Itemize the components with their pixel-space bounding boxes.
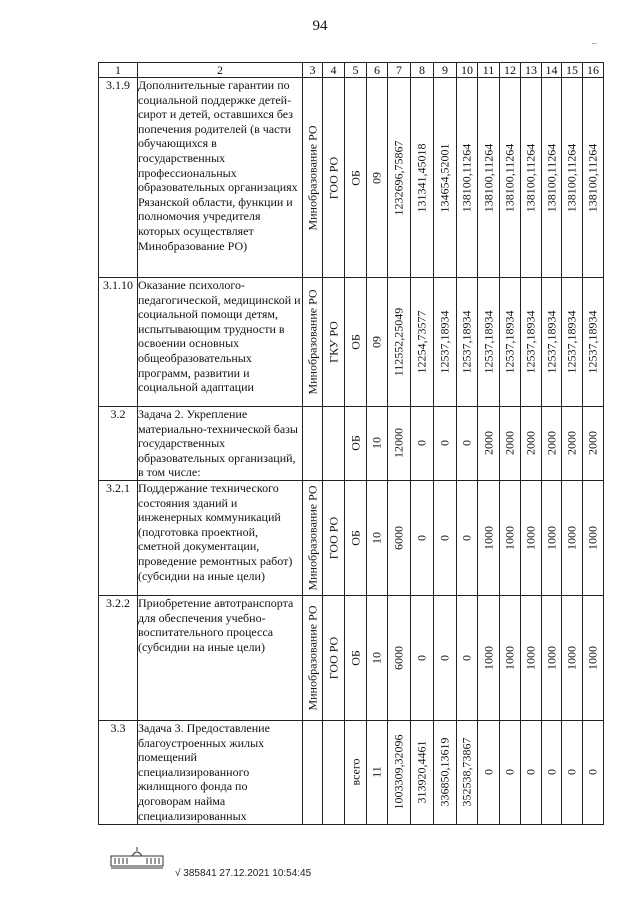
value-cell: 12537,18934 [585, 310, 600, 374]
value-cell: 0 [437, 534, 452, 541]
value-cell: 138100,11264 [502, 143, 517, 212]
value-cell: 352538,73867 [459, 737, 474, 807]
source-cell: ОБ [348, 650, 362, 666]
value-cell: 138100,11264 [544, 143, 558, 212]
value-cell: 1000 [585, 525, 600, 550]
row-number: 3.1.10 [99, 278, 138, 407]
header-row [99, 63, 604, 78]
row-number: 3.2.2 [99, 595, 138, 720]
value-cell: 12537,18934 [437, 310, 452, 374]
col-header: 13 [521, 63, 542, 78]
row-description: Поддержание технического состояния зданий и инженерных коммуникаций (подготовка проектной, сметной документации, проведение ремонтных работ) (субсидии на иные цели) [138, 480, 303, 595]
value-cell: 1000 [564, 645, 579, 670]
value-cell: 6000 [391, 525, 406, 550]
value-cell: 12254,73577 [414, 310, 429, 374]
value-cell: 1000 [523, 645, 538, 670]
value-cell: 2000 [564, 431, 579, 456]
code-cell: 10 [369, 651, 384, 664]
value-cell: 1000 [502, 525, 517, 550]
col-header: 12 [500, 63, 521, 78]
col-header: 9 [434, 63, 457, 78]
value-cell: 134654,52001 [437, 143, 452, 212]
source-cell: ОБ [348, 530, 362, 546]
value-cell: 0 [523, 769, 538, 776]
value-cell: 12537,18934 [459, 310, 474, 374]
value-cell: 1232696,75867 [391, 140, 406, 215]
value-cell: 2000 [585, 431, 600, 456]
recipient-cell: ГОО РО [326, 156, 340, 199]
value-cell: 138100,11264 [481, 143, 495, 212]
value-cell: 336850,13619 [437, 737, 452, 807]
corner-mark: – [592, 38, 597, 48]
value-cell: 12537,18934 [502, 310, 517, 374]
code-cell: 09 [369, 171, 384, 184]
value-cell: 0 [459, 534, 474, 541]
value-cell: 0 [414, 440, 429, 447]
value-cell: 12000 [391, 428, 406, 459]
col-header: 11 [478, 63, 500, 78]
page-number: 94 [312, 18, 328, 34]
row-number: 3.2.1 [99, 480, 138, 595]
value-cell: 0 [481, 769, 495, 776]
value-cell: 0 [459, 440, 474, 447]
value-cell: 1000 [481, 645, 495, 670]
value-cell: 1000 [564, 525, 579, 550]
recipient-cell: ГКУ РО [326, 321, 340, 363]
col-header: 7 [388, 63, 411, 78]
row-description: Задача 3. Предоставление благоустроенных жилых помещений специализированного жилищного фонда по договорам найма специализированных [138, 720, 303, 824]
table-row [99, 78, 604, 278]
value-cell: 138100,11264 [564, 143, 579, 212]
row-number: 3.3 [99, 720, 138, 824]
value-cell: 1000 [481, 525, 495, 550]
executor-cell: Минобразование РО [305, 289, 319, 395]
value-cell: 131341,45018 [414, 143, 429, 212]
value-cell: 0 [459, 654, 474, 661]
col-header: 3 [303, 63, 323, 78]
value-cell: 1000 [544, 525, 558, 550]
table-row [99, 720, 604, 824]
executor-cell: Минобразование РО [305, 485, 319, 591]
value-cell: 0 [585, 769, 600, 776]
value-cell: 1000 [523, 525, 538, 550]
value-cell: 12537,18934 [544, 310, 558, 374]
program-table [98, 62, 604, 825]
row-description: Оказание психолого-педагогической, медицинской и социальной помощи детям, испытывающим трудности в освоении основных общеобразовательных программ, развитии и социальной адаптации [138, 278, 303, 407]
table-row [99, 278, 604, 407]
value-cell: 112552,25049 [391, 307, 406, 377]
recipient-cell: ГОО РО [326, 516, 340, 560]
col-header: 10 [457, 63, 478, 78]
source-cell: ОБ [348, 169, 362, 186]
value-cell: 0 [437, 654, 452, 661]
value-cell: 0 [544, 769, 558, 776]
value-cell: 138100,11264 [459, 143, 474, 212]
executor-cell: Минобразование РО [305, 124, 319, 231]
checkmark-icon: √ [175, 868, 181, 879]
table-row [99, 407, 604, 481]
value-cell: 138100,11264 [523, 143, 538, 212]
value-cell: 0 [414, 534, 429, 541]
recipient-cell: ГОО РО [326, 636, 340, 680]
source-cell: ОБ [348, 334, 362, 350]
row-description: Приобретение автотранспорта для обеспечения учебно-воспитательного процесса (субсидии на иные цели) [138, 595, 303, 720]
col-header: 4 [323, 63, 345, 78]
table-row [99, 595, 604, 720]
col-header: 14 [542, 63, 562, 78]
stamp-text: 385841 27.12.2021 10:54:45 [183, 868, 312, 879]
source-cell: всего [348, 758, 362, 786]
row-description: Дополнительные гарантии по социальной поддержке детей-сирот и детей, оставшихся без попечения родителей (в части обучающихся в государственных профессиональных образовательных организациях Рязанской области, функции и полномочия учредителя которых осуществляет Минобразование РО) [138, 78, 303, 278]
table-row [99, 480, 604, 595]
row-description: Задача 2. Укрепление материально-технической базы государственных образовательных организаций, в том числе: [138, 407, 303, 481]
executor-cell: Минобразование РО [305, 605, 319, 711]
value-cell: 12537,18934 [523, 310, 538, 374]
col-header: 15 [562, 63, 583, 78]
value-cell: 0 [437, 440, 452, 447]
col-header: 16 [583, 63, 604, 78]
value-cell: 313920,4461 [414, 740, 429, 804]
value-cell: 6000 [391, 645, 406, 670]
value-cell: 2000 [523, 431, 538, 456]
value-cell: 0 [564, 769, 579, 776]
row-number: 3.2 [99, 407, 138, 481]
value-cell: 1000 [544, 645, 558, 670]
code-cell: 11 [369, 766, 384, 779]
value-cell: 1000 [502, 645, 517, 670]
code-cell: 10 [369, 531, 384, 544]
value-cell: 0 [414, 654, 429, 661]
col-header: 2 [138, 63, 303, 78]
row-number: 3.1.9 [99, 78, 138, 278]
value-cell: 1003309,32096 [391, 734, 406, 810]
value-cell: 12537,18934 [481, 310, 495, 374]
value-cell: 12537,18934 [564, 310, 579, 374]
code-cell: 10 [369, 437, 384, 450]
value-cell: 1000 [585, 645, 600, 670]
value-cell: 138100,11264 [585, 143, 600, 212]
registration-stamp [175, 868, 311, 879]
value-cell: 0 [502, 769, 517, 776]
value-cell: 2000 [544, 431, 558, 456]
code-cell: 09 [369, 336, 384, 348]
value-cell: 2000 [502, 431, 517, 456]
col-header: 5 [345, 63, 367, 78]
publisher-logo [110, 846, 164, 872]
col-header: 6 [367, 63, 388, 78]
col-header: 8 [411, 63, 434, 78]
value-cell: 2000 [481, 431, 495, 456]
col-header: 1 [99, 63, 138, 78]
source-cell: ОБ [348, 435, 362, 452]
